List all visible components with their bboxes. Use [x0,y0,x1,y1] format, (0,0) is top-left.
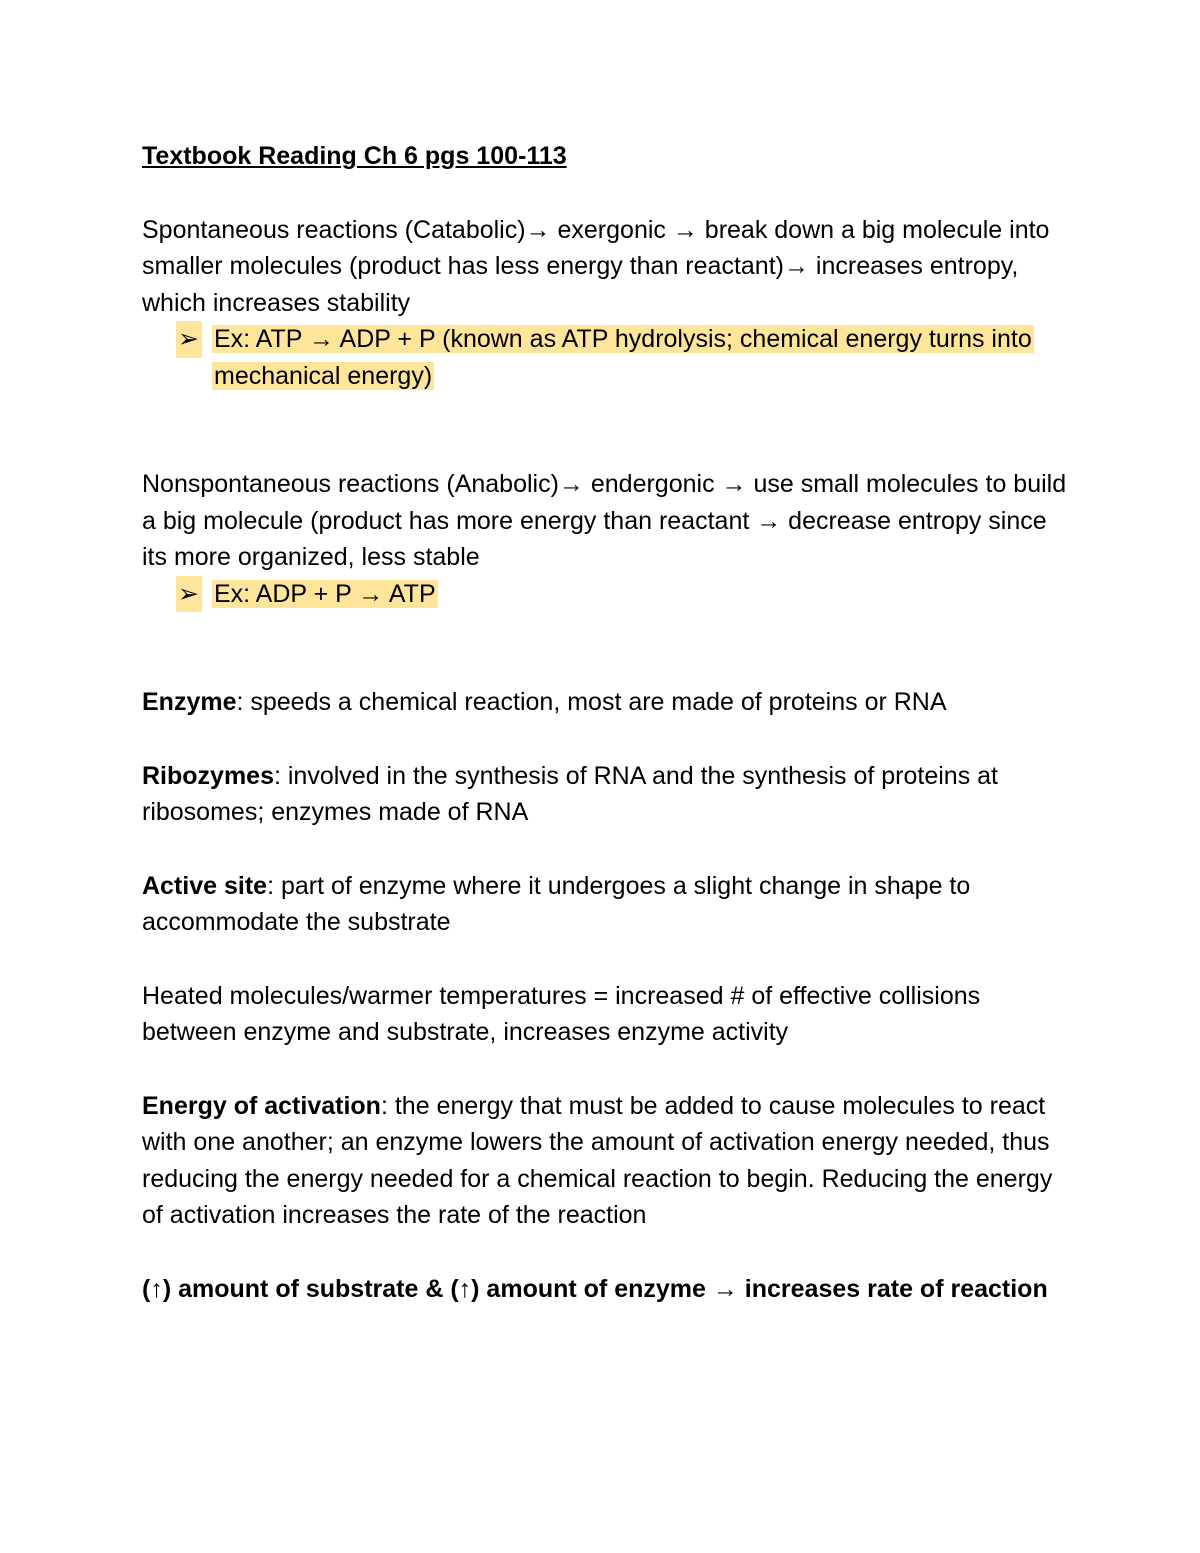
rate-text: (↑) amount of substrate & (↑) amount of enzyme → increases rate of reaction [142,1274,1048,1303]
bullet-arrow-icon: ➢ [176,576,202,613]
active-site-term: Active site [142,871,268,900]
nonspontaneous-example: Ex: ADP + P → ATP [214,579,436,608]
spontaneous-example: Ex: ATP → ADP + P (known as ATP hydrolysis; chemical energy turns into mechanical energy) [214,325,1032,390]
activation-energy-text: : the energy that must be added to cause molecules to react with one another; an enzyme lowers the amount of activation energy needed, thus reducing the energy needed for a chemical reaction to begin. Reducing the energy of activation increases the rate of the reaction [142,1091,1053,1229]
rate-statement [142,1271,1072,1308]
ribozymes-term: Ribozymes [142,761,274,790]
nonspontaneous-paragraph: Nonspontaneous reactions (Anabolic)→ endergonic → use small molecules to build a big molecule (product has more energy than reactant → decrease entropy since its more organized, less stable [142,470,1067,571]
page-title: Textbook Reading Ch 6 pgs 100-113 [142,142,567,170]
activation-energy-term: Energy of activation [142,1091,381,1120]
enzyme-term: Enzyme [142,688,237,716]
enzyme-definition [142,684,1072,721]
bullet-arrow-icon: ➢ [176,321,202,358]
document-page [142,138,1072,1307]
active-site-text: : part of enzyme where it undergoes a slight change in shape to accommodate the substrate [142,871,971,936]
heated-molecules-paragraph: Heated molecules/warmer temperatures = increased # of effective collisions between enzyme and substrate, increases enzyme activity [142,981,981,1046]
nonspontaneous-bullet [142,576,1072,613]
activation-energy-definition [142,1088,1072,1234]
active-site-definition [142,868,1072,941]
ribozymes-text: : involved in the synthesis of RNA and the synthesis of proteins at ribosomes; enzymes made of RNA [142,761,998,826]
spontaneous-bullet [142,321,1072,394]
ribozymes-definition [142,758,1072,831]
enzyme-text: : speeds a chemical reaction, most are made of proteins or RNA [236,688,947,716]
spontaneous-paragraph: Spontaneous reactions (Catabolic)→ exergonic → break down a big molecule into smaller molecules (product has less energy than reactant)→ increases entropy, which increases stability [142,215,1050,317]
